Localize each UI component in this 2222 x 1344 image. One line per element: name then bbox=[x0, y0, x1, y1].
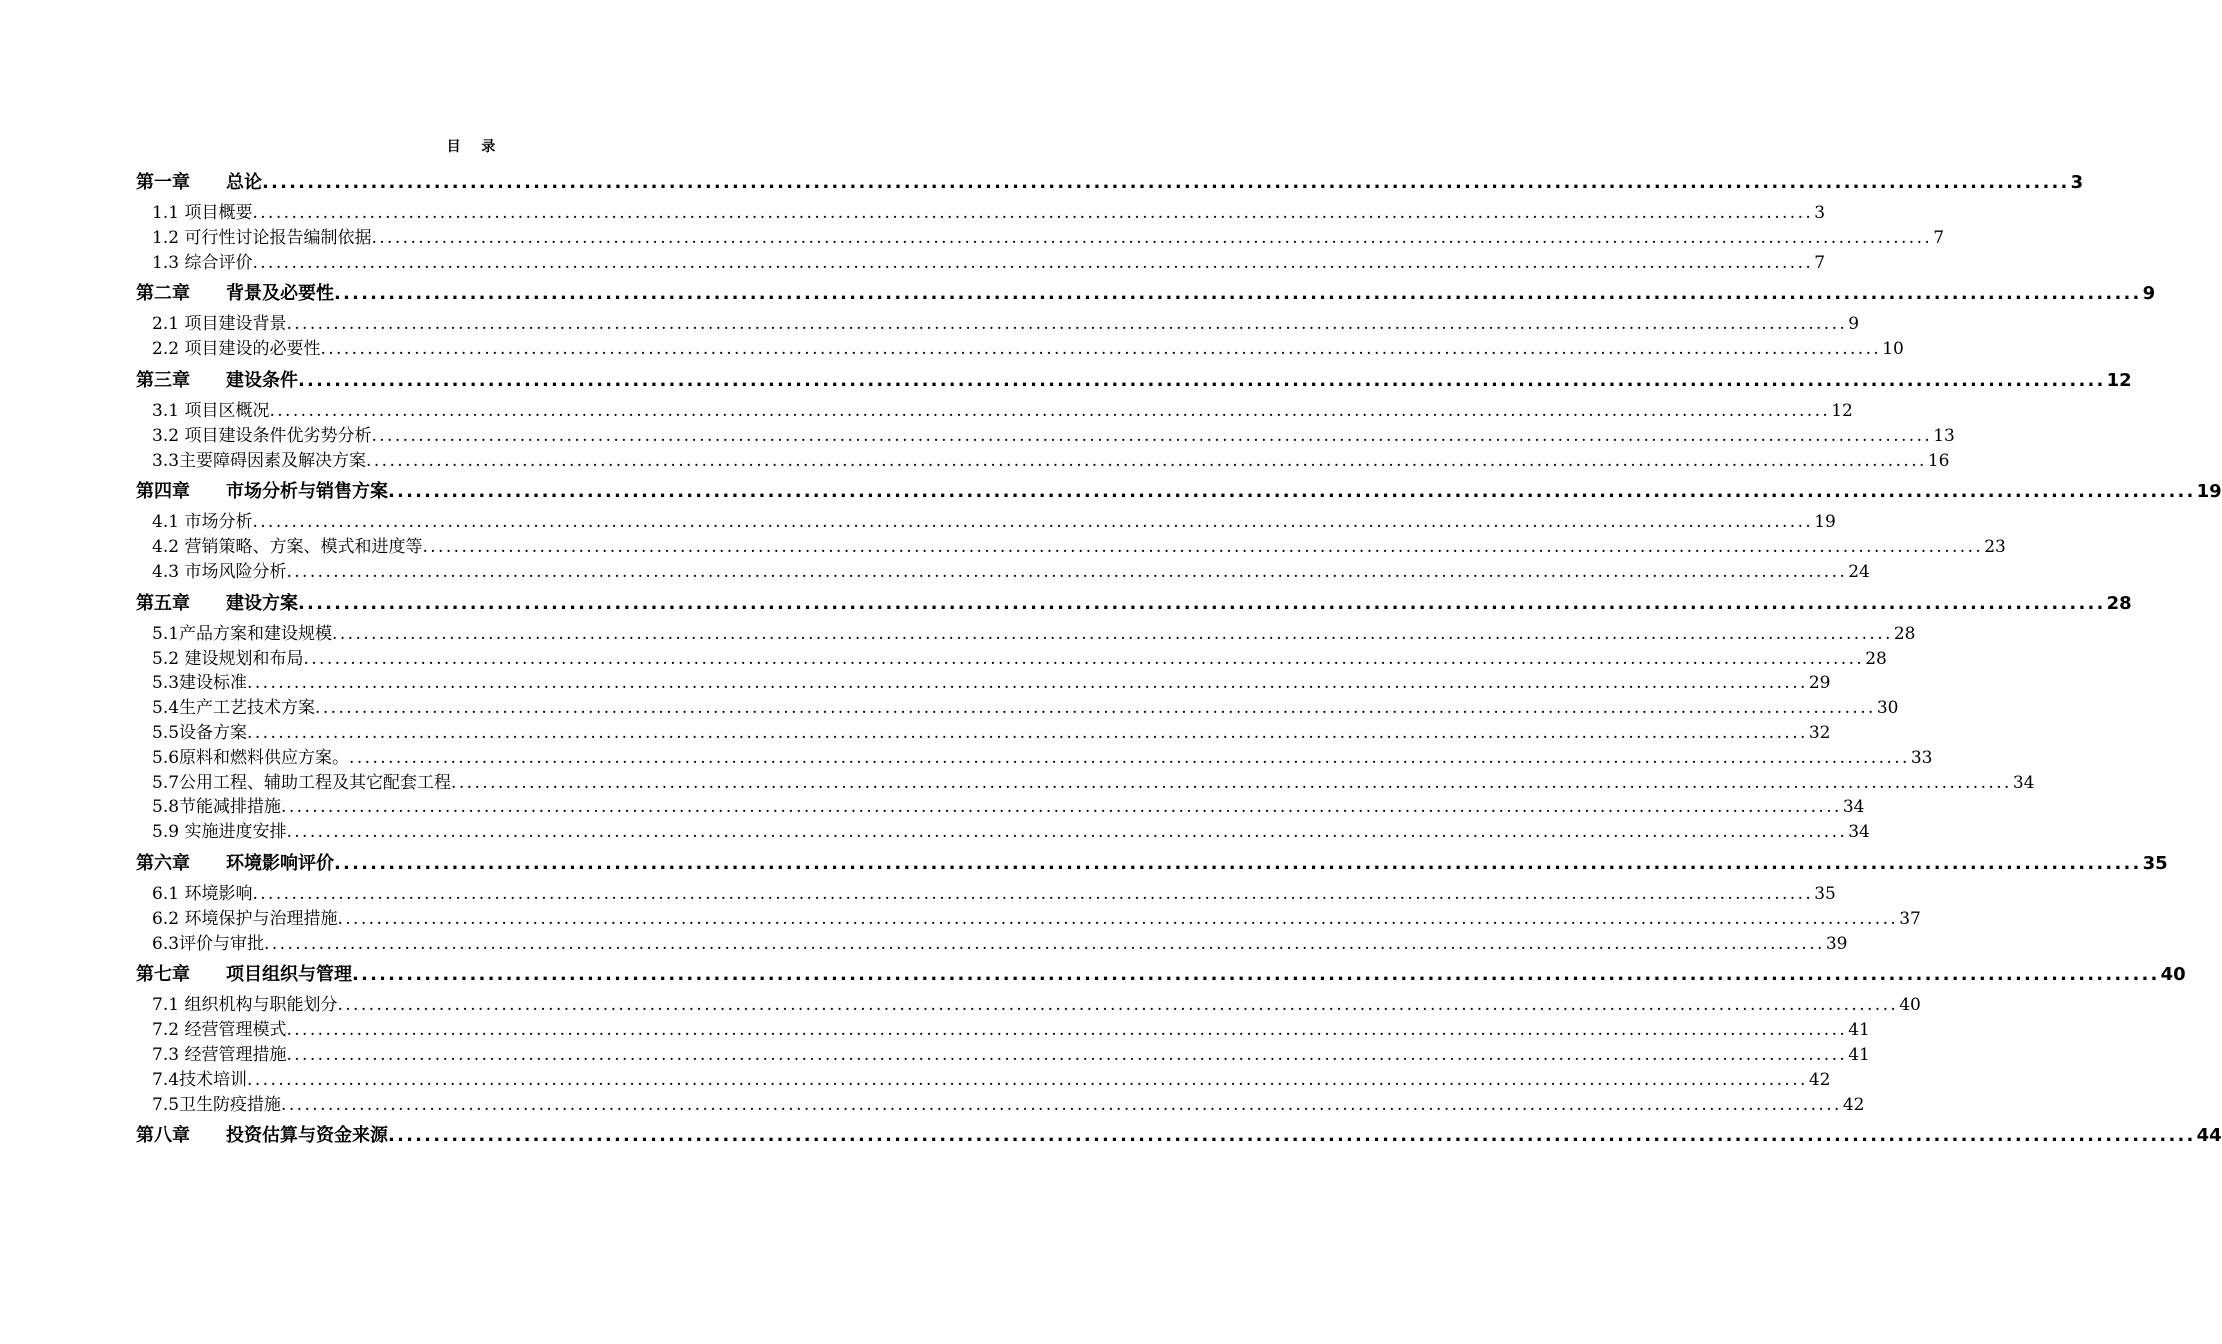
table-of-contents bbox=[136, 164, 2222, 1154]
section-label: 3.1 项目区概况 bbox=[152, 400, 270, 421]
dot-leader: ........................................................................................................................................................................................................ bbox=[247, 722, 1808, 743]
section-page-number: 12 bbox=[1831, 400, 1853, 421]
section-label: 7.2 经营管理模式 bbox=[152, 1020, 287, 1041]
chapter-title: 市场分析与销售方案 bbox=[226, 481, 388, 503]
section-page-number: 3 bbox=[1814, 203, 1826, 223]
section-label: 5.6原料和燃料供应方案。 bbox=[152, 747, 350, 768]
toc-section-entry[interactable] bbox=[136, 1043, 1870, 1068]
section-label: 6.2 环境保护与治理措施 bbox=[152, 908, 338, 929]
dot-leader: ........................................................................................................................................................................................................ bbox=[337, 908, 1899, 929]
dot-leader: ........................................................................................................................................................................................................ bbox=[298, 592, 2106, 614]
chapter-number: 第四章 bbox=[136, 481, 190, 503]
section-page-number: 32 bbox=[1808, 722, 1831, 743]
dot-leader: ........................................................................................................................................................................................................ bbox=[286, 561, 1848, 582]
section-page-number: 10 bbox=[1882, 339, 1904, 360]
chapter-label bbox=[136, 473, 388, 510]
toc-section-entry[interactable] bbox=[136, 1068, 1831, 1093]
chapter-label bbox=[136, 845, 334, 882]
section-page-number: 16 bbox=[1927, 450, 1950, 471]
toc-section-entry[interactable] bbox=[136, 746, 1933, 771]
section-page-number: 42 bbox=[1842, 1094, 1865, 1115]
dot-leader: ........................................................................................................................................................................................................ bbox=[451, 772, 2012, 793]
section-page-number: 34 bbox=[1842, 797, 1865, 818]
section-label: 2.1 项目建设背景 bbox=[152, 314, 287, 335]
section-page-number: 28 bbox=[1893, 623, 1916, 644]
toc-section-entry[interactable] bbox=[136, 560, 1870, 585]
dot-leader: ........................................................................................................................................................................................................ bbox=[264, 933, 1825, 954]
dot-leader: ........................................................................................................................................................................................................ bbox=[320, 339, 1882, 360]
chapter-number: 第八章 bbox=[136, 1125, 190, 1147]
chapter-number: 第五章 bbox=[136, 592, 190, 614]
section-page-number: 41 bbox=[1848, 1044, 1870, 1065]
chapter-label bbox=[136, 275, 334, 312]
dot-leader: ........................................................................................................................................................................................................ bbox=[371, 227, 1933, 248]
section-page-number: 24 bbox=[1848, 561, 1870, 582]
section-page-number: 19 bbox=[1814, 512, 1836, 533]
dot-leader: ........................................................................................................................................................................................................ bbox=[252, 252, 1814, 273]
toc-section-entry[interactable] bbox=[136, 312, 1860, 337]
chapter-title: 项目组织与管理 bbox=[226, 964, 352, 986]
toc-section-entry[interactable] bbox=[136, 647, 1887, 672]
toc-section-entry[interactable] bbox=[136, 399, 1853, 424]
toc-section-entry[interactable] bbox=[136, 201, 1826, 226]
section-label: 5.7公用工程、辅助工程及其它配套工程 bbox=[152, 772, 452, 793]
dot-leader: ........................................................................................................................................................................................................ bbox=[352, 964, 2160, 986]
toc-title: 目 录 bbox=[446, 139, 504, 155]
section-label: 5.8节能减排措施 bbox=[152, 797, 282, 818]
dot-leader: ........................................................................................................................................................................................................ bbox=[337, 995, 1899, 1016]
dot-leader: ........................................................................................................................................................................................................ bbox=[422, 537, 1984, 558]
chapter-page-number: 9 bbox=[2142, 283, 2156, 305]
toc-chapter-entry[interactable] bbox=[136, 473, 2222, 510]
toc-section-entry[interactable] bbox=[136, 820, 1870, 845]
section-label: 6.1 环境影响 bbox=[152, 883, 253, 904]
toc-section-entry[interactable] bbox=[136, 622, 1916, 647]
section-label: 2.2 项目建设的必要性 bbox=[152, 339, 321, 360]
chapter-title: 环境影响评价 bbox=[226, 852, 334, 874]
section-label: 4.3 市场风险分析 bbox=[152, 561, 287, 582]
toc-chapter-entry[interactable] bbox=[136, 845, 2168, 882]
section-label: 1.3 综合评价 bbox=[152, 252, 253, 273]
toc-section-entry[interactable] bbox=[136, 1018, 1870, 1043]
section-label: 1.2 可行性讨论报告编制依据 bbox=[152, 227, 372, 248]
chapter-label bbox=[136, 362, 298, 399]
section-label: 3.3主要障碍因素及解决方案 bbox=[152, 450, 367, 471]
section-label: 7.3 经营管理措施 bbox=[152, 1044, 287, 1065]
toc-section-entry[interactable] bbox=[136, 771, 2035, 796]
toc-chapter-entry[interactable] bbox=[136, 585, 2132, 622]
section-label: 1.1 项目概要 bbox=[152, 203, 253, 223]
toc-section-entry[interactable] bbox=[136, 337, 1904, 362]
chapter-label bbox=[136, 585, 298, 622]
section-label: 7.5卫生防疫措施 bbox=[152, 1094, 282, 1115]
dot-leader: ........................................................................................................................................................................................................ bbox=[388, 1125, 2196, 1147]
section-page-number: 34 bbox=[2012, 772, 2035, 793]
dot-leader: ........................................................................................................................................................................................................ bbox=[334, 852, 2142, 874]
toc-section-entry[interactable] bbox=[136, 226, 1945, 251]
section-page-number: 13 bbox=[1933, 425, 1955, 446]
section-label: 7.4技术培训 bbox=[152, 1069, 248, 1090]
section-label: 5.4生产工艺技术方案 bbox=[152, 698, 316, 719]
section-page-number: 41 bbox=[1848, 1020, 1870, 1041]
dot-leader: ........................................................................................................................................................................................................ bbox=[286, 822, 1848, 843]
dot-leader: ........................................................................................................................................................................................................ bbox=[298, 369, 2106, 391]
dot-leader: ........................................................................................................................................................................................................ bbox=[332, 623, 1893, 644]
section-label: 5.5设备方案 bbox=[152, 722, 248, 743]
chapter-number: 第六章 bbox=[136, 852, 190, 874]
dot-leader: ........................................................................................................................................................................................................ bbox=[286, 314, 1848, 335]
toc-section-entry[interactable] bbox=[136, 535, 2006, 560]
chapter-label bbox=[136, 956, 352, 993]
toc-section-entry[interactable] bbox=[136, 696, 1899, 721]
section-page-number: 34 bbox=[1848, 822, 1870, 843]
section-label: 7.1 组织机构与职能划分 bbox=[152, 995, 338, 1016]
chapter-label bbox=[136, 1117, 388, 1154]
toc-section-entry[interactable] bbox=[136, 721, 1831, 746]
toc-chapter-entry[interactable] bbox=[136, 164, 2084, 201]
dot-leader: ........................................................................................................................................................................................................ bbox=[252, 883, 1814, 904]
chapter-title: 建设方案 bbox=[226, 592, 298, 614]
section-page-number: 33 bbox=[1910, 747, 1933, 768]
chapter-title: 建设条件 bbox=[226, 369, 298, 391]
toc-section-entry[interactable] bbox=[136, 882, 1836, 907]
dot-leader: ........................................................................................................................................................................................................ bbox=[315, 698, 1876, 719]
dot-leader: ........................................................................................................................................................................................................ bbox=[281, 1094, 1842, 1115]
chapter-page-number: 19 bbox=[2196, 481, 2222, 503]
section-page-number: 7 bbox=[1814, 252, 1826, 273]
section-page-number: 30 bbox=[1876, 698, 1899, 719]
dot-leader: ........................................................................................................................................................................................................ bbox=[303, 648, 1865, 669]
section-page-number: 35 bbox=[1814, 883, 1836, 904]
chapter-number: 第七章 bbox=[136, 964, 190, 986]
section-page-number: 29 bbox=[1808, 673, 1831, 694]
chapter-title: 投资估算与资金来源 bbox=[226, 1125, 388, 1147]
dot-leader: ........................................................................................................................................................................................................ bbox=[286, 1044, 1848, 1065]
toc-chapter-entry[interactable] bbox=[136, 275, 2156, 312]
chapter-number: 第二章 bbox=[136, 283, 190, 305]
dot-leader: ........................................................................................................................................................................................................ bbox=[371, 425, 1933, 446]
toc-section-entry[interactable] bbox=[136, 795, 1865, 820]
chapter-page-number: 35 bbox=[2142, 852, 2168, 874]
section-page-number: 42 bbox=[1808, 1069, 1831, 1090]
toc-chapter-entry[interactable] bbox=[136, 1117, 2222, 1154]
chapter-number: 第三章 bbox=[136, 369, 190, 391]
dot-leader: ........................................................................................................................................................................................................ bbox=[247, 1069, 1808, 1090]
section-label: 3.2 项目建设条件优劣势分析 bbox=[152, 425, 372, 446]
toc-chapter-entry[interactable] bbox=[136, 956, 2186, 993]
dot-leader: ........................................................................................................................................................................................................ bbox=[269, 400, 1831, 421]
toc-section-entry[interactable] bbox=[136, 449, 1950, 474]
section-label: 5.1产品方案和建设规模 bbox=[152, 623, 333, 644]
section-label: 5.3建设标准 bbox=[152, 673, 248, 694]
chapter-page-number: 12 bbox=[2106, 369, 2132, 391]
toc-section-entry[interactable] bbox=[136, 1093, 1865, 1118]
dot-leader: ........................................................................................................................................................................................................ bbox=[286, 1020, 1848, 1041]
section-label: 5.9 实施进度安排 bbox=[152, 822, 287, 843]
dot-leader: ........................................................................................................................................................................................................ bbox=[366, 450, 1927, 471]
section-page-number: 37 bbox=[1899, 908, 1921, 929]
chapter-page-number: 28 bbox=[2106, 592, 2132, 614]
section-label: 5.2 建设规划和布局 bbox=[152, 648, 304, 669]
section-page-number: 23 bbox=[1984, 537, 2006, 558]
dot-leader: ........................................................................................................................................................................................................ bbox=[247, 673, 1808, 694]
toc-section-entry[interactable] bbox=[136, 510, 1836, 535]
chapter-page-number: 40 bbox=[2160, 964, 2186, 986]
chapter-number: 第一章 bbox=[136, 172, 190, 193]
toc-section-entry[interactable] bbox=[136, 993, 1921, 1018]
section-page-number: 39 bbox=[1825, 933, 1848, 954]
toc-section-entry[interactable] bbox=[136, 671, 1831, 696]
chapter-title: 背景及必要性 bbox=[226, 283, 334, 305]
dot-leader: ........................................................................................................................................................................................................ bbox=[252, 203, 1814, 223]
section-label: 4.2 营销策略、方案、模式和进度等 bbox=[152, 537, 423, 558]
toc-chapter-entry[interactable] bbox=[136, 362, 2132, 399]
dot-leader: ........................................................................................................................................................................................................ bbox=[281, 797, 1842, 818]
dot-leader: ........................................................................................................................................................................................................ bbox=[262, 172, 2070, 193]
section-page-number: 7 bbox=[1933, 227, 1945, 248]
toc-section-entry[interactable] bbox=[136, 424, 1955, 449]
toc-section-entry[interactable] bbox=[136, 251, 1826, 276]
section-page-number: 28 bbox=[1865, 648, 1887, 669]
dot-leader: ........................................................................................................................................................................................................ bbox=[334, 283, 2142, 305]
chapter-label bbox=[136, 164, 262, 201]
dot-leader: ........................................................................................................................................................................................................ bbox=[388, 481, 2196, 503]
chapter-page-number: 44 bbox=[2196, 1125, 2222, 1147]
chapter-title: 总论 bbox=[226, 172, 262, 193]
section-page-number: 40 bbox=[1899, 995, 1921, 1016]
section-label: 4.1 市场分析 bbox=[152, 512, 253, 533]
chapter-page-number: 3 bbox=[2070, 172, 2084, 193]
toc-section-entry[interactable] bbox=[136, 932, 1848, 957]
dot-leader: ........................................................................................................................................................................................................ bbox=[349, 747, 1910, 768]
dot-leader: ........................................................................................................................................................................................................ bbox=[252, 512, 1814, 533]
toc-section-entry[interactable] bbox=[136, 907, 1921, 932]
section-page-number: 9 bbox=[1848, 314, 1860, 335]
section-label: 6.3评价与审批 bbox=[152, 933, 265, 954]
